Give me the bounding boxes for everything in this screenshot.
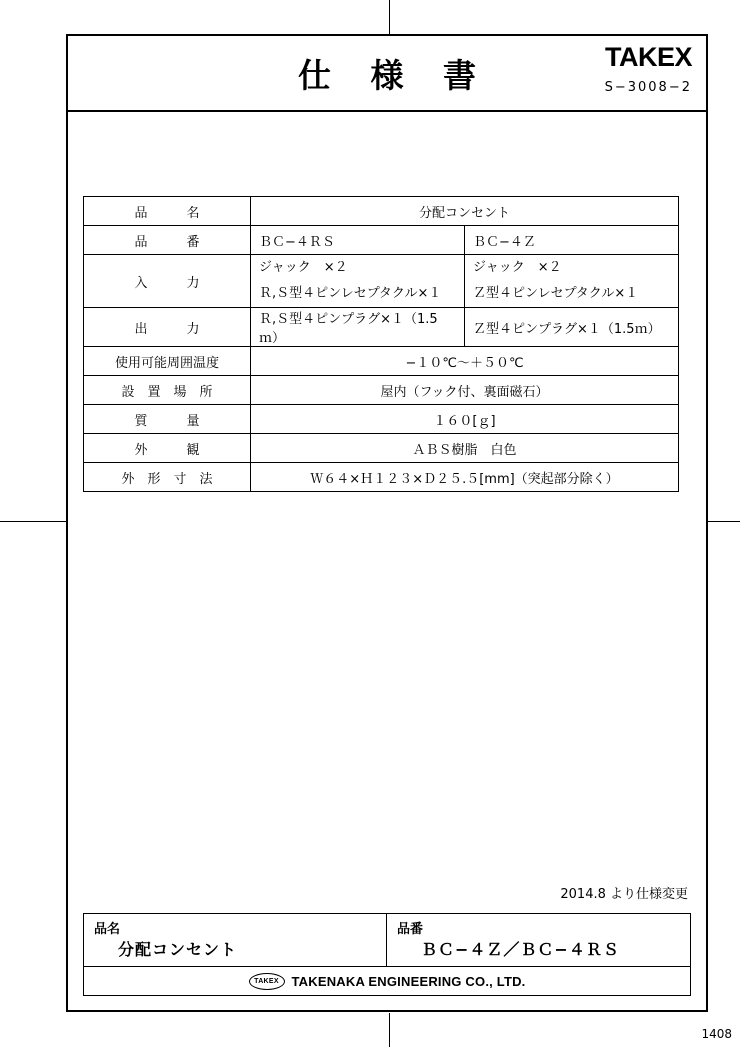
revision-note: 2014.8 より仕様変更 xyxy=(560,887,688,902)
document-number: S−3008−2 xyxy=(604,80,692,95)
company-line xyxy=(249,973,526,990)
table-row xyxy=(84,463,679,492)
title-block-name-value: 分配コンセント xyxy=(118,940,238,959)
page-title: 仕 様 書 xyxy=(298,56,490,95)
title-block-number-value: ＢＣ−４Ｚ／ＢＣ−４ＲＳ xyxy=(421,940,620,959)
takex-oval-logo-icon: TAKEX xyxy=(249,973,285,990)
title-block-name-label: 品名 xyxy=(94,922,121,937)
sheet-header xyxy=(68,36,706,112)
input-col2-line1: ジャック ×２ xyxy=(473,260,562,275)
row-value-dimensions: Ｗ６４×Ｈ１２３×Ｄ２５.５[mm]（突起部分除く） xyxy=(251,463,679,492)
row-value-weight: １６０[ｇ] xyxy=(251,405,679,434)
title-block xyxy=(83,913,691,996)
table-row xyxy=(84,376,679,405)
title-block-number-label: 品番 xyxy=(397,922,424,937)
specification-sheet xyxy=(66,34,708,1012)
title-block-row xyxy=(84,914,690,967)
table-row xyxy=(84,226,679,255)
row-label-location: 設 置 場 所 xyxy=(84,376,251,405)
row-value-product-name: 分配コンセント xyxy=(251,197,679,226)
title-block-name-cell xyxy=(84,914,387,966)
row-label-appearance: 外 観 xyxy=(84,434,251,463)
row-label-output: 出 力 xyxy=(84,308,251,347)
row-value-output-col2: Ｚ型４ピンプラグ×１（1.5ｍ） xyxy=(465,308,679,347)
table-row xyxy=(84,308,679,347)
specification-table xyxy=(83,196,679,492)
table-row xyxy=(84,405,679,434)
row-label-weight: 質 量 xyxy=(84,405,251,434)
table-row xyxy=(84,434,679,463)
input-col1-line1: ジャック ×２ xyxy=(259,260,348,275)
row-label-input: 入 力 xyxy=(84,255,251,308)
row-value-model-number-col2: ＢＣ−４Ｚ xyxy=(465,226,679,255)
row-value-temperature: −１０℃〜＋５０℃ xyxy=(251,347,679,376)
row-label-product-name: 品 名 xyxy=(84,197,251,226)
crop-mark-top xyxy=(389,0,390,34)
page-code: 1408 xyxy=(701,1027,732,1041)
row-value-input-col1 xyxy=(251,255,465,308)
table-row xyxy=(84,347,679,376)
row-value-model-number-col1: ＢＣ−４ＲＳ xyxy=(251,226,465,255)
table-row xyxy=(84,255,679,308)
crop-mark-bottom xyxy=(389,1013,390,1047)
row-value-location: 屋内（フック付、裏面磁石） xyxy=(251,376,679,405)
specification-table-wrapper xyxy=(83,196,679,492)
company-footer xyxy=(84,967,690,995)
table-row xyxy=(84,197,679,226)
takex-logo: TAKEX xyxy=(604,42,692,72)
row-value-input-col2 xyxy=(465,255,679,308)
company-name: TAKENAKA ENGINEERING CO., LTD. xyxy=(291,973,526,989)
row-label-dimensions: 外 形 寸 法 xyxy=(84,463,251,492)
title-block-number-cell xyxy=(387,914,690,966)
row-value-appearance: ＡＢＳ樹脂 白色 xyxy=(251,434,679,463)
crop-mark-left xyxy=(0,521,66,522)
row-label-model-number: 品 番 xyxy=(84,226,251,255)
input-col2-line2: Ｚ型４ピンレセプタクル×１ xyxy=(473,286,639,301)
row-label-temperature: 使用可能周囲温度 xyxy=(84,347,251,376)
input-col1-line2: Ｒ,Ｓ型４ピンレセプタクル×１ xyxy=(259,286,442,301)
row-value-output-col1: Ｒ,Ｓ型４ピンプラグ×１（1.5ｍ） xyxy=(251,308,465,347)
